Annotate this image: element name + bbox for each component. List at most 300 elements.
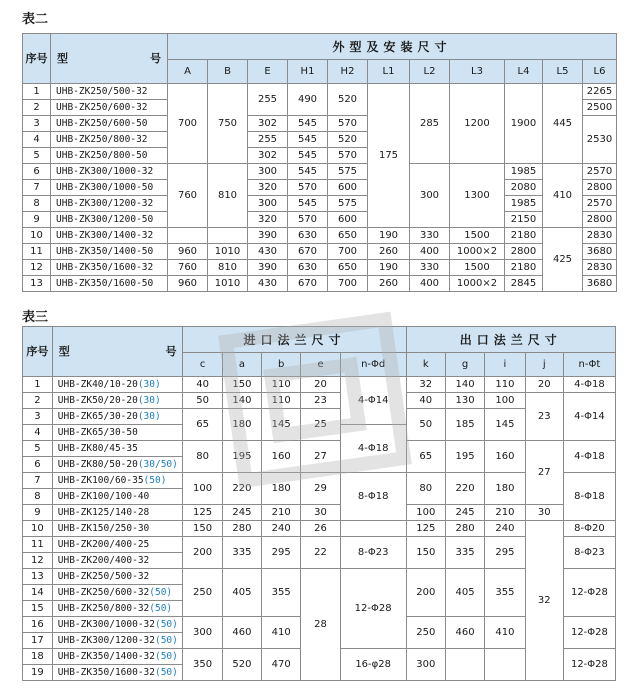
cell: 520 [222,649,261,681]
model-text: UHB-ZK65/30-20 [57,410,138,422]
cell: 2530 [583,116,617,164]
model-text: UHB-ZK80/50-20 [57,458,138,470]
cell: 295 [262,537,301,569]
cell: 245 [445,505,484,521]
t3-col-k: k [406,353,445,377]
t3-col-j: j [525,353,563,377]
model-suffix: (30) [137,394,161,406]
cell: 130 [445,393,484,409]
cell: 460 [445,617,484,649]
model-text: UHB-ZK50/20-20 [57,394,138,406]
row-index: 2 [23,100,51,116]
model-suffix: (50) [154,666,178,678]
t2-col-H2: H2 [328,60,368,84]
model-cell [52,569,183,585]
cell: 240 [262,521,301,537]
cell: 145 [262,409,301,441]
cell: 670 [288,244,328,260]
cell: 160 [262,441,301,473]
cell: 110 [262,377,301,393]
model-suffix: (50) [143,474,167,486]
cell: 110 [485,377,525,393]
cell: 2800 [505,244,543,260]
t2-col-H1: H1 [288,60,328,84]
model-cell: UHB-ZK250/600-32 [51,100,168,116]
cell: 760 [168,260,208,276]
cell: 960 [168,244,208,260]
cell: 350 [183,649,222,681]
cell: 1000×2 [450,276,505,292]
cell: 545 [288,164,328,180]
row-index: 12 [23,260,51,276]
cell: 50 [183,393,222,409]
cell: 570 [328,116,368,132]
t3-col-e: e [301,353,340,377]
cell: 810 [208,164,248,228]
cell: 27 [525,441,563,505]
cell: 545 [288,116,328,132]
model-suffix: (30) [137,410,161,422]
cell: 570 [328,148,368,164]
row-index: 19 [23,665,53,681]
t3-model-header-a: 型 [58,345,70,358]
model-text: UHB-ZK250/600-32 [57,586,150,598]
row-index: 1 [23,84,51,100]
cell: 26 [301,521,340,537]
model-cell: UHB-ZK300/1000-32 [51,164,168,180]
cell [340,521,406,537]
row-index: 7 [23,473,53,489]
t3-idx-header: 序号 [23,327,53,377]
cell: 4-Φ14 [563,393,615,441]
model-cell [52,553,183,569]
cell: 570 [288,180,328,196]
cell: 670 [288,276,328,292]
t3-model-header [52,327,183,377]
cell: 23 [525,393,563,441]
row-index: 13 [23,276,51,292]
t3-model-header-b: 号 [165,345,177,358]
cell: 220 [222,473,261,505]
cell: 150 [183,521,222,537]
cell: 2570 [583,164,617,180]
model-text: UHB-ZK300/1200-32 [57,634,155,646]
cell: 65 [183,409,222,441]
model-suffix: (50) [149,586,173,598]
cell [485,649,525,681]
cell: 22 [301,537,340,569]
row-index: 8 [23,196,51,212]
model-cell: UHB-ZK250/800-50 [51,148,168,164]
cell: 295 [485,537,525,569]
table3 [22,326,616,681]
cell: 150 [222,377,261,393]
cell: 200 [183,537,222,569]
cell: 520 [328,132,368,148]
cell: 390 [248,228,288,244]
cell: 140 [445,377,484,393]
row-index: 11 [23,537,53,553]
cell: 335 [445,537,484,569]
cell: 700 [328,276,368,292]
model-cell [52,617,183,633]
t3-col-b: b [262,353,301,377]
row-index: 6 [23,457,53,473]
cell: 960 [168,276,208,292]
cell: 100 [183,473,222,505]
cell: 1300 [450,164,505,228]
model-cell: UHB-ZK250/500-32 [51,84,168,100]
model-cell [52,665,183,681]
model-cell [52,377,183,393]
model-cell: UHB-ZK250/800-32 [51,132,168,148]
t2-col-B: B [208,60,248,84]
cell: 40 [183,377,222,393]
cell: 445 [543,84,583,164]
row-index: 3 [23,409,53,425]
model-text: UHB-ZK100/60-35 [57,474,144,486]
cell: 2845 [505,276,543,292]
table-row [23,393,616,409]
model-cell [52,457,183,473]
cell: 8-Φ23 [340,537,406,569]
model-cell [52,441,183,457]
t3-col-nt: n-Φt [563,353,615,377]
model-text: UHB-ZK200/400-32 [57,554,150,566]
cell: 302 [248,116,288,132]
row-index: 4 [23,425,53,441]
cell [445,649,484,681]
cell: 200 [406,569,445,617]
model-cell [52,393,183,409]
cell: 28 [301,569,340,681]
model-text: UHB-ZK125/140-28 [57,506,150,518]
cell: 20 [301,377,340,393]
model-cell [52,425,183,441]
cell: 8-Φ20 [563,521,615,537]
table-row [23,180,617,196]
cell: 810 [208,260,248,276]
row-index: 16 [23,617,53,633]
cell: 80 [183,441,222,473]
cell: 700 [168,84,208,164]
cell: 300 [183,617,222,649]
cell: 1000×2 [450,244,505,260]
cell: 125 [406,521,445,537]
cell: 300 [410,164,450,228]
cell: 12-Φ28 [340,569,406,649]
cell: 4-Φ18 [563,441,615,473]
cell: 280 [222,521,261,537]
cell: 160 [485,441,525,473]
cell: 260 [368,276,410,292]
model-cell: UHB-ZK300/1000-50 [51,180,168,196]
cell: 1010 [208,276,248,292]
cell: 425 [543,228,583,292]
model-cell [52,633,183,649]
cell: 400 [410,276,450,292]
cell: 430 [248,244,288,260]
cell: 190 [368,260,410,276]
t2-col-L2: L2 [410,60,450,84]
table2-label: 表二 [22,12,49,27]
model-cell [52,537,183,553]
cell: 2830 [583,228,617,244]
cell: 32 [406,377,445,393]
cell: 302 [248,148,288,164]
table-row [23,521,616,537]
t2-col-L6: L6 [583,60,617,84]
table3-label: 表三 [22,310,49,325]
cell: 410 [543,164,583,228]
cell: 4-Φ14 [340,377,406,425]
cell: 405 [445,569,484,617]
cell: 575 [328,196,368,212]
cell: 1900 [505,84,543,164]
cell: 1200 [450,84,505,164]
cell: 8-Φ23 [563,537,615,569]
table-row [23,441,616,457]
model-text: UHB-ZK100/100-40 [57,490,150,502]
model-cell [52,489,183,505]
cell: 185 [445,409,484,441]
t3-col-g: g [445,353,484,377]
model-suffix: (50) [154,618,178,630]
cell: 50 [406,409,445,441]
model-cell: UHB-ZK250/600-50 [51,116,168,132]
cell: 630 [288,260,328,276]
cell: 2830 [583,260,617,276]
t2-col-E: E [248,60,288,84]
cell: 32 [525,521,563,681]
cell: 1500 [450,260,505,276]
t2-group-header: 外型及安装尺寸 [168,34,617,60]
row-index: 4 [23,132,51,148]
cell: 355 [485,569,525,617]
row-index: 9 [23,505,53,521]
model-text: UHB-ZK200/400-25 [57,538,150,550]
cell: 140 [222,393,261,409]
cell: 1010 [208,244,248,260]
cell: 2150 [505,212,543,228]
cell: 195 [445,441,484,473]
cell: 1985 [505,164,543,180]
cell: 650 [328,228,368,244]
model-cell: UHB-ZK350/1400-50 [51,244,168,260]
model-suffix: (50) [149,602,173,614]
t3-outlet-header: 出口法兰尺寸 [406,327,615,353]
cell: 700 [328,244,368,260]
model-text: UHB-ZK250/800-32 [57,602,150,614]
t3-col-i: i [485,353,525,377]
cell: 250 [406,617,445,649]
cell: 330 [410,260,450,276]
row-index: 12 [23,553,53,569]
cell: 8-Φ18 [340,473,406,521]
cell: 2180 [505,260,543,276]
t3-col-c: c [183,353,222,377]
cell: 180 [262,473,301,505]
row-index: 8 [23,489,53,505]
table-row [23,276,617,292]
model-cell: UHB-ZK300/1200-50 [51,212,168,228]
model-cell [52,601,183,617]
model-cell: UHB-ZK300/1200-32 [51,196,168,212]
cell: 80 [406,473,445,505]
cell: 180 [485,473,525,505]
cell: 575 [328,164,368,180]
table-row [23,505,616,521]
row-index: 2 [23,393,53,409]
model-cell [52,649,183,665]
cell: 545 [288,132,328,148]
t2-col-L3: L3 [450,60,505,84]
cell: 8-Φ18 [563,473,615,521]
cell: 210 [485,505,525,521]
cell: 220 [445,473,484,505]
cell [208,228,248,244]
cell: 2500 [583,100,617,116]
cell: 2180 [505,228,543,244]
model-text: UHB-ZK80/45-35 [57,442,138,454]
row-index: 13 [23,569,53,585]
model-text: UHB-ZK150/250-30 [57,522,150,534]
cell: 190 [368,228,410,244]
cell: 355 [262,569,301,617]
cell: 250 [183,569,222,617]
table-row [23,212,617,228]
cell: 4-Φ18 [340,425,406,473]
cell: 240 [485,521,525,537]
row-index: 10 [23,228,51,244]
cell: 2800 [583,212,617,228]
cell: 2265 [583,84,617,100]
cell: 570 [288,212,328,228]
model-cell [52,521,183,537]
t2-model-header [51,34,168,84]
cell: 16-φ28 [340,649,406,681]
cell: 3680 [583,244,617,260]
cell: 470 [262,649,301,681]
cell: 300 [248,196,288,212]
table2 [22,33,617,292]
table-row [23,228,617,244]
cell: 180 [222,409,261,441]
cell: 405 [222,569,261,617]
cell: 545 [288,148,328,164]
row-index: 18 [23,649,53,665]
cell: 20 [525,377,563,393]
cell: 30 [525,505,563,521]
cell: 4-Φ18 [563,377,615,393]
table-row [23,164,617,180]
model-text: UHB-ZK350/1400-32 [57,650,155,662]
cell: 320 [248,180,288,196]
cell: 210 [262,505,301,521]
table-row [23,377,616,393]
cell: 400 [410,244,450,260]
cell: 23 [301,393,340,409]
model-cell: UHB-ZK300/1400-32 [51,228,168,244]
cell: 2570 [583,196,617,212]
cell: 750 [208,84,248,164]
cell: 260 [368,244,410,260]
cell: 145 [485,409,525,441]
row-index: 15 [23,601,53,617]
model-suffix: (50) [154,634,178,646]
cell: 195 [222,441,261,473]
cell: 12-Φ28 [563,617,615,649]
cell: 330 [410,228,450,244]
cell: 300 [248,164,288,180]
row-index: 14 [23,585,53,601]
t3-inlet-header: 进口法兰尺寸 [183,327,406,353]
model-suffix: (30/50) [137,458,178,470]
cell: 30 [301,505,340,521]
cell: 27 [301,441,340,473]
cell: 1985 [505,196,543,212]
cell: 760 [168,164,208,228]
t2-col-L5: L5 [543,60,583,84]
cell: 410 [262,617,301,649]
t2-model-header-a: 型 [57,52,68,65]
table-row [23,260,617,276]
cell: 460 [222,617,261,649]
t3-col-nd: n-Φd [340,353,406,377]
cell: 285 [410,84,450,164]
cell: 335 [222,537,261,569]
cell: 175 [368,84,410,228]
cell: 280 [445,521,484,537]
row-index: 11 [23,244,51,260]
model-suffix: (50) [154,650,178,662]
cell: 2080 [505,180,543,196]
cell: 390 [248,260,288,276]
model-text: UHB-ZK40/10-20 [57,378,138,390]
t3-col-a: a [222,353,261,377]
cell: 150 [406,537,445,569]
model-cell [52,505,183,521]
table-row [23,196,617,212]
model-suffix: (30) [137,378,161,390]
cell: 25 [301,409,340,441]
cell: 12-Φ28 [563,569,615,617]
model-text: UHB-ZK300/1000-32 [57,618,155,630]
row-index: 3 [23,116,51,132]
model-cell [52,409,183,425]
row-index: 6 [23,164,51,180]
model-text: UHB-ZK350/1600-32 [57,666,155,678]
cell: 255 [248,84,288,116]
cell: 40 [406,393,445,409]
cell: 300 [406,649,445,681]
row-index: 17 [23,633,53,649]
table-row [23,244,617,260]
model-cell [52,473,183,489]
cell: 545 [288,196,328,212]
cell: 320 [248,212,288,228]
t2-idx-header: 序号 [23,34,51,84]
row-index: 5 [23,441,53,457]
cell: 650 [328,260,368,276]
cell: 600 [328,212,368,228]
row-index: 7 [23,180,51,196]
cell: 430 [248,276,288,292]
t2-col-L1: L1 [368,60,410,84]
cell: 630 [288,228,328,244]
cell: 100 [485,393,525,409]
model-cell: UHB-ZK350/1600-32 [51,260,168,276]
